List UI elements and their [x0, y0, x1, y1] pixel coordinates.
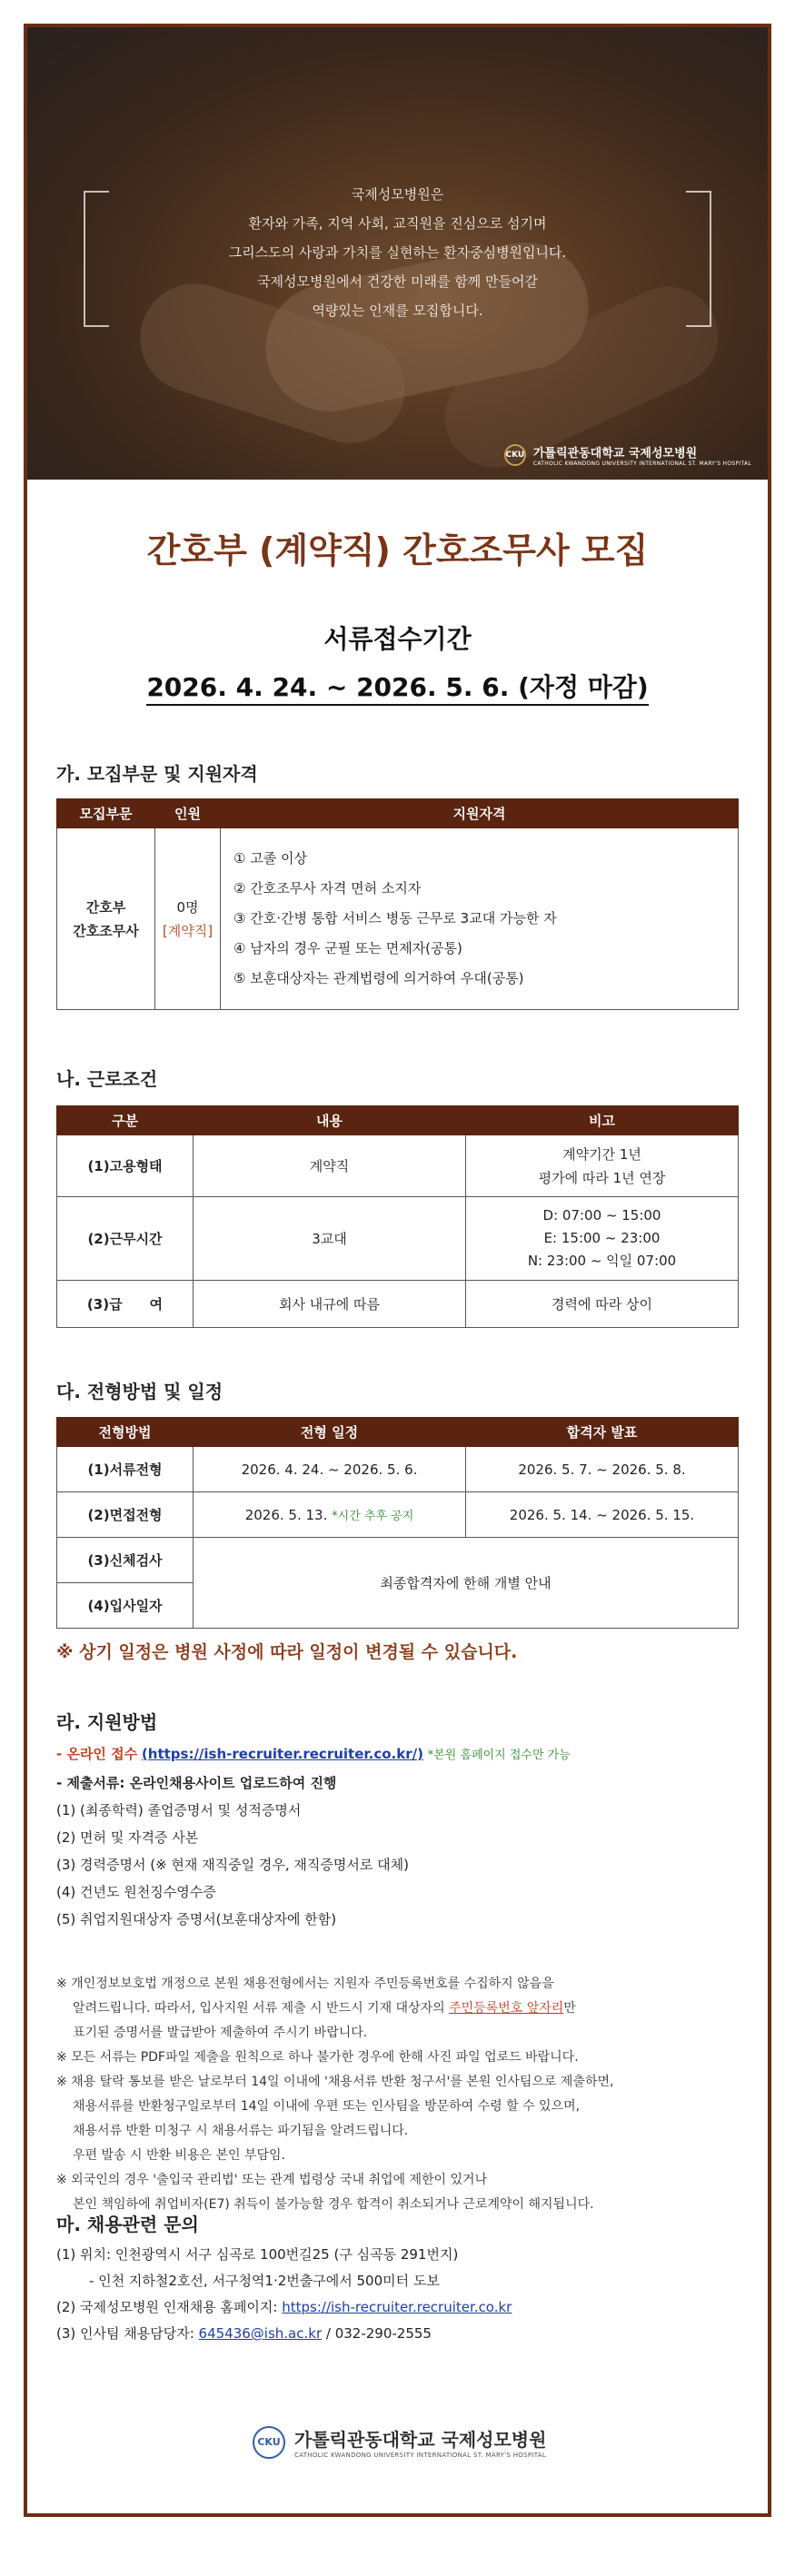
hero-message: [27, 180, 768, 325]
notice-line: ※ 채용 탈락 통보를 받은 날로부터 14일 이내에 '채용서류 반환 청구서'를 본원 인사팀으로 제출하면,: [56, 2075, 614, 2089]
notice-block: [56, 1972, 756, 2217]
qualification-item: ③ 간호·간병 통합 서비스 병동 근무로 3교대 가능한 자: [234, 910, 557, 926]
hospital-name-ko: 가톨릭관동대학교 국제성모병원: [532, 447, 698, 461]
col-header: 인원: [155, 799, 221, 828]
section-heading-schedule: 다. 전형방법 및 일정: [56, 1381, 224, 1402]
row-content: 계약직: [194, 1135, 466, 1197]
notice-line: ※ 외국인의 경우 '출입국 관리법' 또는 관계 법령상 국내 취업에 제한이 있거나: [56, 2173, 488, 2187]
schedule-table: [56, 1417, 739, 1629]
employment-type: [계약직]: [162, 922, 214, 939]
qualification-item: ① 고졸 이상: [234, 850, 307, 867]
row-note: 경력에 따라 상이: [466, 1281, 739, 1328]
col-header: 지원자격: [221, 799, 739, 828]
row-label: (1)서류전형: [57, 1447, 194, 1492]
online-apply-note: *본원 홈페이지 접수만 가능: [427, 1749, 571, 1762]
hospital-emblem-icon: CKU: [504, 444, 526, 466]
schedule-note: *시간 추후 공지: [332, 1510, 414, 1523]
row-label: (1)고용형태: [57, 1135, 194, 1197]
section-heading-recruitment: 가. 모집부문 및 지원자격: [56, 763, 258, 785]
row-schedule: 2026. 4. 24. ~ 2026. 5. 6.: [194, 1447, 466, 1492]
qualification-item: ④ 남자의 경우 군필 또는 면제자(공통): [234, 940, 462, 956]
hero-line: 국제성모병원에서 건강한 미래를 함께 만들어갈: [257, 273, 538, 290]
headcount: 0명: [176, 898, 199, 916]
qualification-item: ② 간호조무사 자격 면허 소지자: [234, 880, 422, 897]
row-note: 계약기간 1년 평가에 따라 1년 연장: [466, 1135, 739, 1197]
doc-item: (4) 건년도 원천징수영수증: [56, 1884, 216, 1900]
contact-info: [56, 2242, 747, 2347]
doc-item: (1) (최종학력) 졸업증명서 및 성적증명서: [56, 1802, 302, 1818]
notice-line: 알려드립니다. 따라서, 입사지원 서류 제출 시 반드시 기재 대상자의 주민등록번호 앞자리만: [73, 2001, 576, 2016]
col-header: 합격자 발표: [466, 1418, 739, 1447]
qualifications-cell: [221, 828, 739, 1010]
hero-hospital-logo: [504, 443, 751, 467]
row-result: 2026. 5. 14. ~ 2026. 5. 15.: [466, 1492, 739, 1538]
hero-line: 환자와 가족, 지역 사회, 교직원을 진심으로 섬기며: [248, 215, 547, 232]
notice-line: 본인 책임하에 취업비자(E7) 취득이 불가능할 경우 합격이 취소되거나 근로계약이 해지됩니다.: [73, 2197, 594, 2212]
section-heading-contact: 마. 채용관련 문의: [56, 2214, 199, 2235]
merged-cell: 최종합격자에 한해 개별 안내: [194, 1538, 739, 1629]
col-header: 전형 일정: [194, 1418, 466, 1447]
hospital-emblem-icon: CKU: [253, 2426, 285, 2459]
contact-homepage-line: (2) 국제성모병원 인재채용 홈페이지: https://ish-recruiter.recruiter.co.kr: [56, 2299, 512, 2315]
hero-line: 국제성모병원은: [351, 186, 444, 203]
page-title: 간호부 (계약직) 간호조무사 모집: [146, 530, 649, 570]
col-header: 모집부문: [57, 799, 155, 828]
notice-line: ※ 개인정보보호법 개정으로 본원 채용전형에서는 지원자 주민등록번호를 수집하지 않음을: [56, 1977, 554, 1991]
section-heading-apply: 라. 지원방법: [56, 1711, 158, 1733]
row-note: D: 07:00 ~ 15:00 E: 15:00 ~ 23:00 N: 23:00 ~ 익일 07:00: [466, 1197, 739, 1281]
recruit-site-link[interactable]: (https://ish-recruiter.recruiter.co.kr/): [141, 1746, 423, 1762]
online-apply-label: - 온라인 접수: [56, 1746, 138, 1762]
submit-docs-line: - 제출서류: 온라인채용사이트 업로드하여 진행: [56, 1775, 337, 1791]
col-header: 전형방법: [57, 1418, 194, 1447]
col-header: 내용: [194, 1106, 466, 1135]
section-heading-conditions: 나. 근로조건: [56, 1068, 158, 1090]
row-label: (2)근무시간: [57, 1197, 194, 1281]
contact-directions: - 인천 지하철2호선, 서구청역1·2번출구에서 500미터 도보: [89, 2273, 440, 2289]
notice-line: 우편 발송 시 반환 비용은 본인 부담임.: [73, 2148, 286, 2163]
hero-line: 그리스도의 사랑과 가치를 실현하는 환자중심병원입니다.: [228, 244, 567, 261]
footer-hospital-logo: [253, 2425, 546, 2459]
notice-line: 채용서류 반환 미청구 시 채용서류는 파기됨을 알려드립니다.: [73, 2124, 409, 2138]
qualification-item: ⑤ 보훈대상자는 관계법령에 의거하여 우대(공통): [234, 970, 524, 986]
col-header: 구분: [57, 1106, 194, 1135]
doc-item: (3) 경력증명서 (※ 현재 재직중일 경우, 재직증명서로 대체): [56, 1857, 409, 1873]
row-label: (3)급 여: [57, 1281, 194, 1328]
notice-line: 표기된 증명서를 발급받아 제출하여 주시기 바랍니다.: [73, 2026, 368, 2040]
row-schedule: 2026. 5. 13. *시간 추후 공지: [194, 1492, 466, 1538]
apply-method: [56, 1740, 747, 1933]
contact-manager-line: (3) 인사팀 채용담당자: 645436@ish.ac.kr / 032-290-2555: [56, 2325, 432, 2342]
homepage-link[interactable]: https://ish-recruiter.recruiter.co.kr: [282, 2299, 512, 2315]
schedule-change-note: ※ 상기 일정은 병원 사정에 따라 일정이 변경될 수 있습니다.: [56, 1642, 518, 1662]
doc-item: (2) 면허 및 자격증 사본: [56, 1829, 199, 1846]
hospital-name-en: CATHOLIC KWANDONG UNIVERSITY INTERNATIONAL ST. MARY'S HOSPITAL: [532, 461, 751, 467]
conditions-table: [56, 1105, 739, 1328]
application-period: 2026. 4. 24. ~ 2026. 5. 6. (자정 마감): [27, 668, 768, 704]
doc-item: (5) 취업지원대상자 증명서(보훈대상자에 한함): [56, 1911, 337, 1927]
row-label: (3)신체검사: [57, 1538, 194, 1583]
hero-line: 역량있는 인재를 모집합니다.: [312, 302, 483, 319]
row-label: (2)면접전형: [57, 1492, 194, 1538]
row-content: 회사 내규에 따름: [194, 1281, 466, 1328]
row-content: 3교대: [194, 1197, 466, 1281]
online-apply-line: [56, 1740, 747, 1769]
recruitment-table: [56, 798, 739, 1010]
hero-banner: [27, 27, 768, 480]
highlight-text: 주민등록번호 앞자리: [449, 2001, 564, 2016]
notice-line: 채용서류를 반환청구일로부터 14일 이내에 우편 또는 인사팀을 방문하여 수령 할 수 있으며,: [73, 2099, 581, 2114]
contact-location: (1) 위치: 인천광역시 서구 심곡로 100번길25 (구 심곡동 291번지): [56, 2246, 459, 2263]
dept-cell: 간호부 간호조무사: [57, 828, 155, 1010]
row-label: (4)입사일자: [57, 1583, 194, 1629]
period-label: 서류접수기간: [323, 624, 472, 654]
row-result: 2026. 5. 7. ~ 2026. 5. 8.: [466, 1447, 739, 1492]
email-link[interactable]: 645436@ish.ac.kr: [198, 2325, 323, 2342]
poster-frame: [24, 24, 771, 2517]
hospital-name-en: CATHOLIC KWANDONG UNIVERSITY INTERNATIONAL ST. MARY'S HOSPITAL: [294, 2452, 547, 2459]
notice-line: ※ 모든 서류는 PDF파일 제출을 원칙으로 하나 불가한 경우에 한해 사진 파일 업로드 바랍니다.: [56, 2050, 579, 2065]
hospital-name-ko: 가톨릭관동대학교 국제성모병원: [294, 2429, 547, 2451]
col-header: 비고: [466, 1106, 739, 1135]
